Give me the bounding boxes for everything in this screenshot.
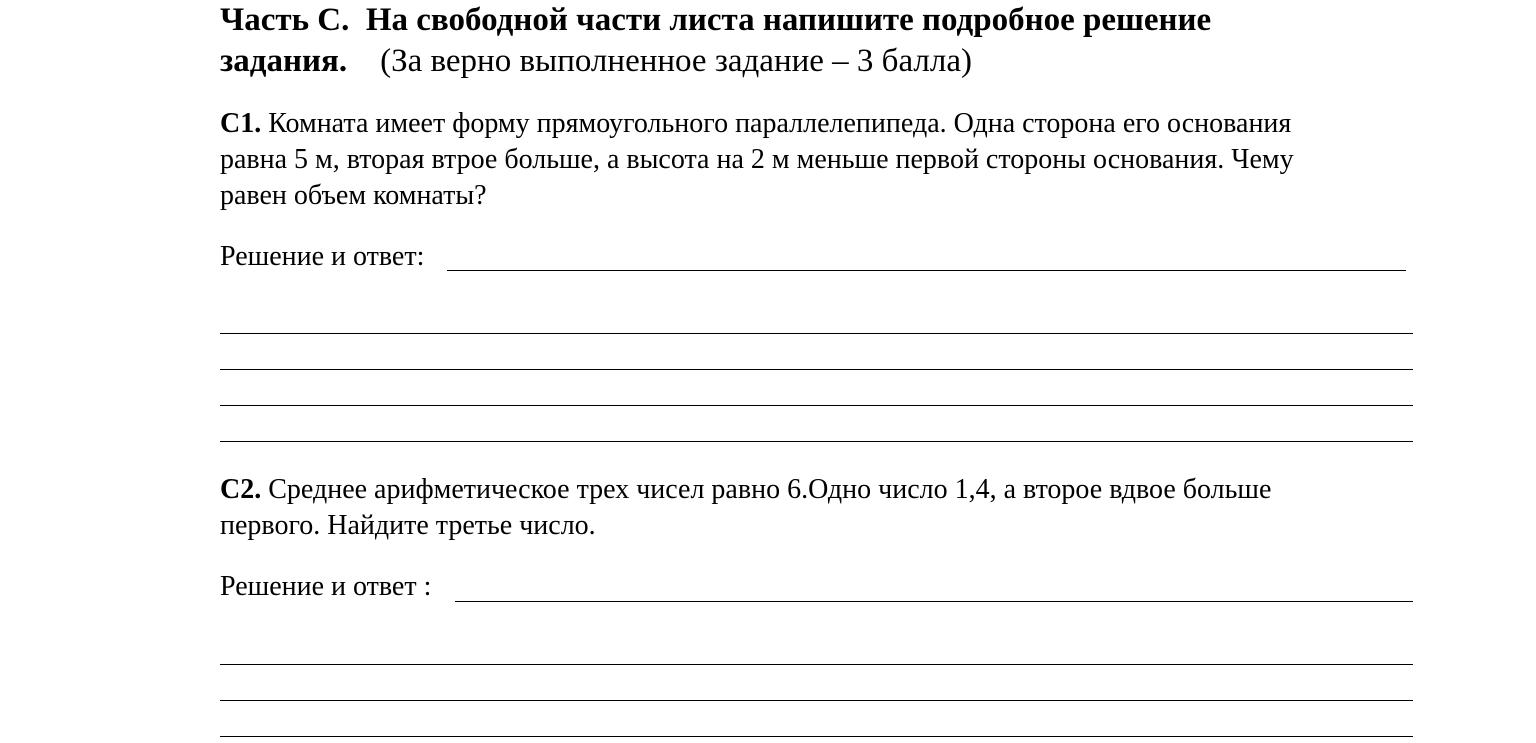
task-c1-text-3: равен объем комнаты? <box>220 180 487 211</box>
task-c2-line-1 <box>220 472 1271 508</box>
task-c2-text-2: первого. Найдите третье число. <box>220 510 596 541</box>
task-c2-writing-line-2[interactable] <box>220 700 1413 701</box>
task-c1-answer-label: Решение и ответ: <box>220 241 425 272</box>
instruction-text-cont: задания. <box>220 43 348 79</box>
task-c1-number: С1. <box>220 108 262 139</box>
task-c1-line-2 <box>220 142 1294 178</box>
task-c1-writing-line-3[interactable] <box>220 405 1413 406</box>
task-c1-writing-line-1[interactable] <box>220 333 1413 334</box>
part-heading-line-2 <box>220 41 972 81</box>
task-c2-writing-line-1[interactable] <box>220 664 1413 665</box>
task-c1-line-3 <box>220 178 487 214</box>
task-c2-line-2 <box>220 508 596 544</box>
task-c2-number: С2. <box>220 474 262 505</box>
task-c1-line-1 <box>220 106 1291 142</box>
instruction-text: На свободной части листа напишите подробное решение <box>365 2 1212 38</box>
task-c1-writing-line-2[interactable] <box>220 369 1413 370</box>
task-c1-writing-line-4[interactable] <box>220 441 1413 442</box>
task-c2-text-1: Среднее арифметическое трех чисел равно 6.Одно число 1,4, а второе вдвое больше <box>268 474 1272 505</box>
part-title: Часть С. <box>220 2 350 38</box>
task-c2-writing-line-3[interactable] <box>220 736 1413 737</box>
task-c2-answer-label: Решение и ответ : <box>220 571 432 602</box>
task-c1-text-1: Комната имеет форму прямоугольного параллелепипеда. Одна сторона его основания <box>268 108 1292 139</box>
score-note: (За верно выполненное задание – 3 балла) <box>380 43 972 79</box>
part-heading <box>220 0 1211 40</box>
task-c1-answer-line[interactable] <box>447 270 1406 271</box>
task-c1-text-2: равна 5 м, вторая втрое больше, а высота на 2 м меньше первой стороны основания. Чему <box>220 144 1294 175</box>
task-c2-answer-line[interactable] <box>455 601 1413 602</box>
